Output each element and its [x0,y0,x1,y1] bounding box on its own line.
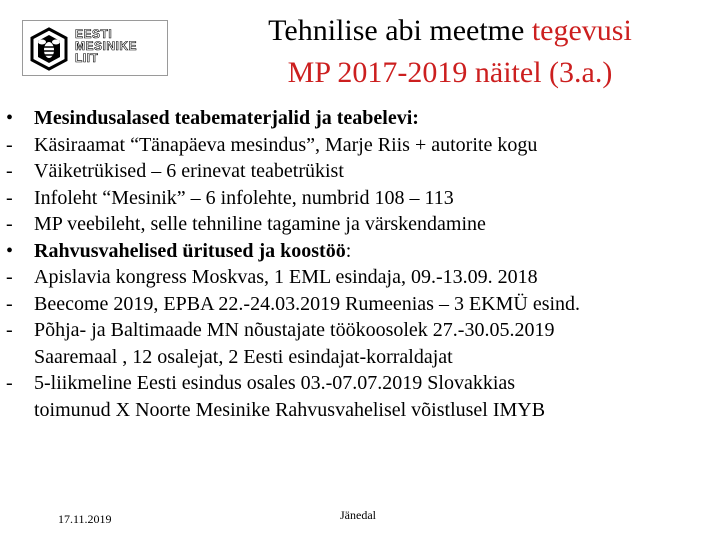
dash-marker: - [6,160,13,182]
title-line-1-highlight: tegevusi [531,14,632,47]
dash-marker: - [6,292,13,315]
list-item [0,158,720,185]
list-item-text: Mesindusalased teabematerjalid ja teabelevi: [34,107,419,129]
title-line-2: MP 2017-2019 näitel (3.a.) [287,56,613,89]
list-item-text: Rahvusvahelised üritused ja koostöö [34,239,346,262]
dash-marker: - [6,133,13,156]
list-item [0,317,720,370]
list-item [0,105,720,132]
bullet-list [0,105,720,423]
footer-location: Jänedal [340,508,376,522]
footer-date: 17.11.2019 [58,512,112,526]
list-item-text: Infoleht “Mesinik” – 6 infolehte, numbrid 108 – 113 [34,186,454,209]
list-item-text: MP veebileht, selle tehniline tagamine ja värskendamine [34,213,486,235]
list-item [0,264,720,291]
list-item-text: 5-liikmeline Eesti esindus osales 03.-07.07.2019 Slovakkias [34,372,516,394]
dash-marker: - [6,266,13,288]
logo-line-1: EESTI [75,27,113,41]
list-item-text: Beecome 2019, EPBA 22.-24.03.2019 Rumeenias – 3 EKMÜ esind. [34,292,581,315]
list-item-text: Väiketrükised – 6 erinevat teabetrükist [34,160,344,182]
list-item [0,185,720,212]
list-item [0,211,720,238]
bee-hexagon-icon [29,27,69,71]
slide-title [200,10,700,94]
list-item-text-line-2: Saaremaal , 12 osalejat, 2 Eesti esindajat-korraldajat [34,345,453,368]
dash-marker: - [6,186,13,209]
list-item-text-line-2: toimunud X Noorte Mesinike Rahvusvahelisel võistlusel IMYB [34,398,546,421]
list-item-text: Apislavia kongress Moskvas, 1 EML esindaja, 09.-13.09. 2018 [34,266,538,288]
bullet-marker: • [6,239,14,262]
logo-line-3: LIIT [75,51,99,65]
dash-marker: - [6,213,13,235]
dash-marker: - [6,319,13,341]
dash-marker: - [6,372,13,394]
logo-text [75,28,137,64]
logo [22,20,168,76]
list-item-text: Käsiraamat “Tänapäeva mesindus”, Marje Riis + autorite kogu [34,133,538,156]
list-item [0,370,720,423]
list-item [0,291,720,318]
list-item [0,238,720,265]
list-item-suffix: : [345,239,352,262]
title-line-1 [200,10,700,52]
list-item-text: Põhja- ja Baltimaade MN nõustajate töökoosolek 27.-30.05.2019 [34,319,555,341]
logo-line-2: MESINIKE [75,39,138,53]
list-item [0,132,720,159]
bullet-marker: • [6,107,14,129]
title-line-1-plain: Tehnilise abi meetme [268,14,532,47]
